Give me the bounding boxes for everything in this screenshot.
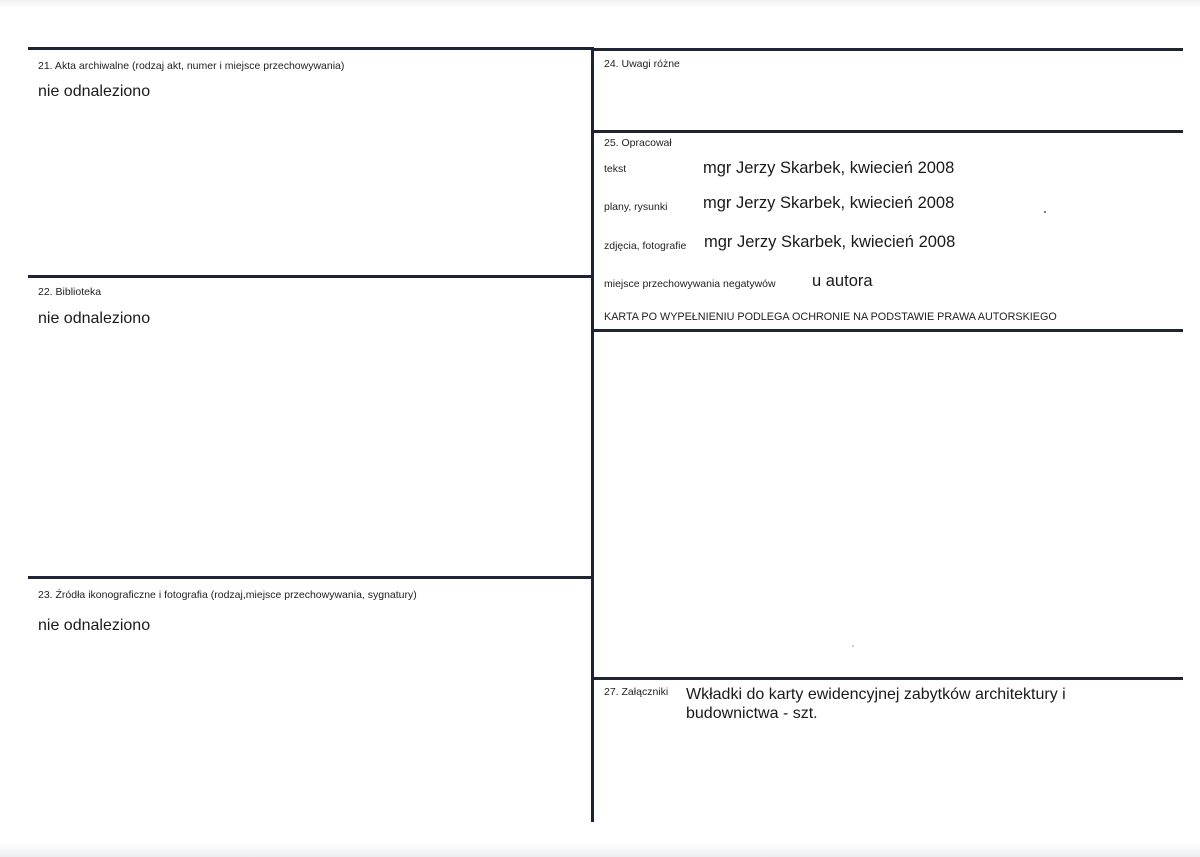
s21-label: 21. Akta archiwalne (rodzaj akt, numer i miejsce przechowywania) <box>38 60 345 72</box>
s21-value: nie odnaleziono <box>38 83 151 100</box>
divider-vertical <box>591 48 594 822</box>
s24-label: 24. Uwagi różne <box>604 58 680 70</box>
s25-row-negatives-label: miejsce przechowywania negatywów <box>604 278 776 290</box>
s25-row-text-label: tekst <box>604 163 627 175</box>
s25-row-plans-value: mgr Jerzy Skarbek, kwiecień 2008 <box>703 194 955 212</box>
s25-row-plans-label: plany, rysunki <box>604 201 668 213</box>
s27-label: 27. Załączniki <box>604 686 669 698</box>
s27-value-line1: Wkładki do karty ewidencyjnej zabytków architektury i <box>686 686 1066 703</box>
s25-row-photos-value: mgr Jerzy Skarbek, kwiecień 2008 <box>704 233 956 251</box>
scan-edge-bottom <box>0 842 1200 857</box>
scan-edge-top <box>0 0 1200 8</box>
divider-s22-s23 <box>28 576 594 579</box>
divider-s24-s25 <box>594 130 1183 133</box>
s23-label: 23. Źródła ikonograficzne i fotografia (rodzaj,miejsce przechowywania, sygnatury) <box>38 589 417 601</box>
divider-top-right <box>594 48 1183 51</box>
s25-label: 25. Opracował <box>604 137 672 149</box>
scan-speck <box>1044 211 1046 213</box>
s22-label: 22. Biblioteka <box>38 286 102 298</box>
scan-speck <box>852 645 854 647</box>
s25-row-photos-label: zdjęcia, fotografie <box>604 240 687 252</box>
divider-s26-s27 <box>594 677 1183 680</box>
divider-top-left <box>28 47 594 50</box>
s22-value: nie odnaleziono <box>38 310 151 327</box>
s25-row-negatives-value: u autora <box>812 272 873 290</box>
s27-value-line2: budownictwa - szt. <box>686 705 818 722</box>
s23-value: nie odnaleziono <box>38 617 151 634</box>
s25-copyright-note: KARTA PO WYPEŁNIENIU PODLEGA OCHRONIE NA PODSTAWIE PRAWA AUTORSKIEGO <box>604 311 1057 323</box>
divider-s25-s26 <box>594 329 1183 332</box>
s25-row-text-value: mgr Jerzy Skarbek, kwiecień 2008 <box>703 159 955 177</box>
divider-s21-s22 <box>28 275 594 278</box>
